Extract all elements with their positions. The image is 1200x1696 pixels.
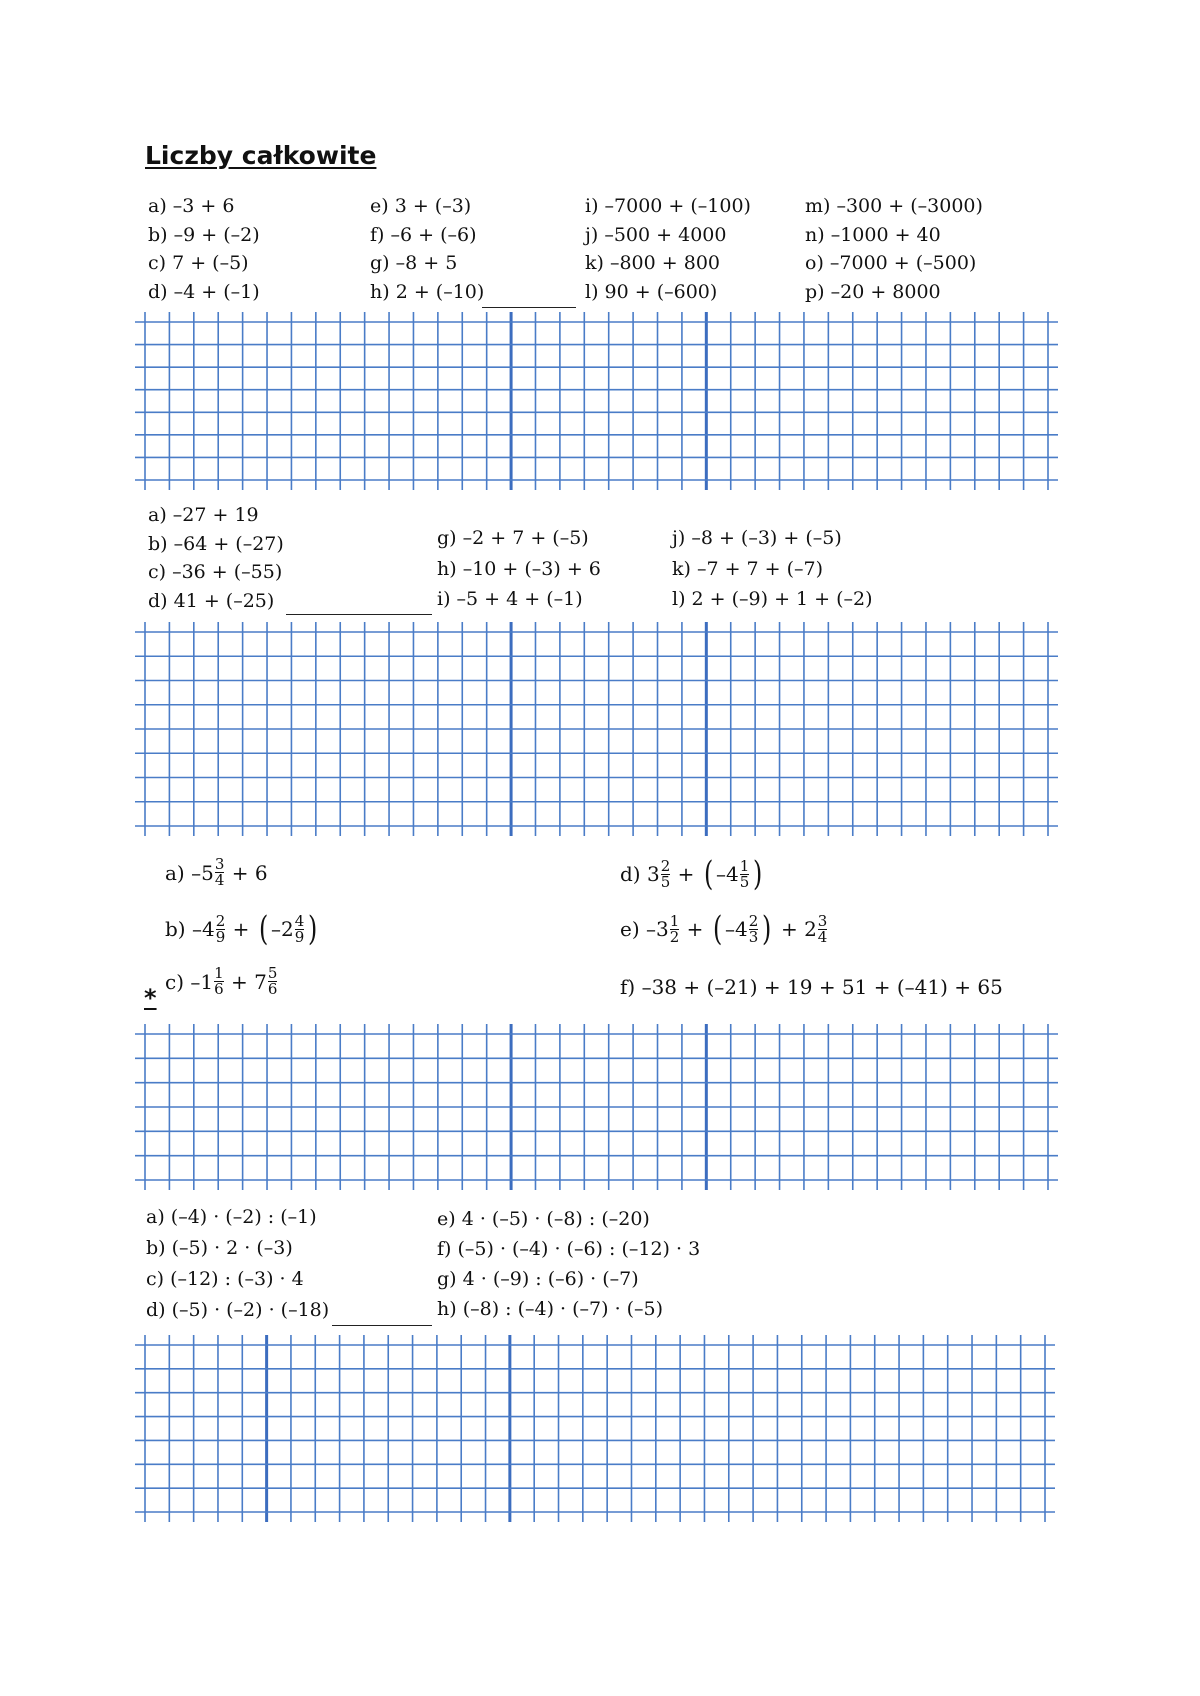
fraction: $\frac{4}{9}$	[294, 911, 305, 946]
exercise-item: m) –300 + (–3000)	[805, 195, 983, 217]
exercise-item: g) –2 + 7 + (–5)	[437, 527, 589, 549]
exercise-item: k) –7 + 7 + (–7)	[672, 558, 824, 580]
page-title: Liczby całkowite	[145, 141, 377, 170]
exercise-item: k) –800 + 800	[585, 252, 720, 274]
exercise-item: j) –500 + 4000	[585, 224, 727, 246]
fraction: $\frac{1}{2}$	[669, 911, 680, 946]
fraction: $\frac{5}{6}$	[267, 964, 278, 998]
exercise-item: c) 7 + (–5)	[148, 252, 249, 274]
fraction: $\frac{1}{6}$	[214, 964, 224, 998]
exercise-item: b) (–5) · 2 · (–3)	[146, 1237, 293, 1259]
expression-rest: + 6	[231, 860, 268, 885]
exercise-item: g) –8 + 5	[370, 252, 458, 274]
exercise-label: a)	[165, 860, 185, 885]
exercise-item: a) (–4) · (–2) : (–1)	[146, 1206, 317, 1228]
fraction: $\frac{2}{5}$	[660, 856, 671, 891]
exercise-item: a) –3 + 6	[148, 195, 235, 217]
fraction: $\frac{3}{4}$	[214, 855, 225, 889]
exercise-item: d) 3 $\frac{2}{5}$ + ( –4 $\frac{1}{5}$ )	[620, 854, 763, 894]
exercise-item: c) –1 $\frac{1}{6}$ + 7 $\frac{5}{6}$	[165, 964, 278, 998]
exercise-item: i) –5 + 4 + (–1)	[437, 588, 583, 610]
exercise-item: d) (–5) · (–2) · (–18)	[146, 1299, 330, 1321]
exercise-item: n) –1000 + 40	[805, 224, 941, 246]
exercise-item: f) (–5) · (–4) · (–6) : (–12) · 3	[437, 1238, 701, 1260]
exercise-item: h) –10 + (–3) + 6	[437, 558, 601, 580]
exercise-item: f) –38 + (–21) + 19 + 51 + (–41) + 65	[620, 975, 1003, 999]
exercise-item: j) –8 + (–3) + (–5)	[672, 527, 842, 549]
exercise-item: l) 90 + (–600)	[585, 281, 718, 303]
exercise-item: d) –4 + (–1)	[148, 281, 260, 303]
exercise-item: b) –64 + (–27)	[148, 533, 284, 555]
exercise-item: h) 2 + (–10)	[370, 281, 485, 303]
exercise-item: g) 4 · (–9) : (–6) · (–7)	[437, 1268, 639, 1290]
exercise-item: c) (–12) : (–3) · 4	[146, 1268, 304, 1290]
exercise-item: h) (–8) : (–4) · (–7) · (–5)	[437, 1298, 664, 1320]
fraction: $\frac{2}{9}$	[215, 911, 226, 946]
exercise-item: e) 4 · (–5) · (–8) : (–20)	[437, 1208, 650, 1230]
exercise-item: o) –7000 + (–500)	[805, 252, 977, 274]
fraction: $\frac{3}{4}$	[817, 911, 828, 946]
exercise-item: a) –27 + 19	[148, 504, 259, 526]
fraction: $\frac{1}{5}$	[739, 856, 750, 891]
exercise-item: b) –4 $\frac{2}{9}$ + ( –2 $\frac{4}{9}$ )	[165, 909, 318, 949]
exercise-item: c) –36 + (–55)	[148, 561, 283, 583]
mixed-whole: –5	[191, 860, 214, 885]
exercise-item: e) 3 + (–3)	[370, 195, 472, 217]
exercise-item: i) –7000 + (–100)	[585, 195, 751, 217]
star-marker: *	[144, 984, 157, 1012]
exercise-item: f) –6 + (–6)	[370, 224, 477, 246]
exercise-item: d) 41 + (–25)	[148, 590, 275, 612]
exercise-item: l) 2 + (–9) + 1 + (–2)	[672, 588, 873, 610]
exercise-item: b) –9 + (–2)	[148, 224, 260, 246]
exercise-item: p) –20 + 8000	[805, 281, 941, 303]
fraction: $\frac{2}{3}$	[748, 911, 759, 946]
exercise-item: e) –3 $\frac{1}{2}$ + ( –4 $\frac{2}{3}$ ) + 2 $\frac{3}{4}$	[620, 909, 828, 949]
